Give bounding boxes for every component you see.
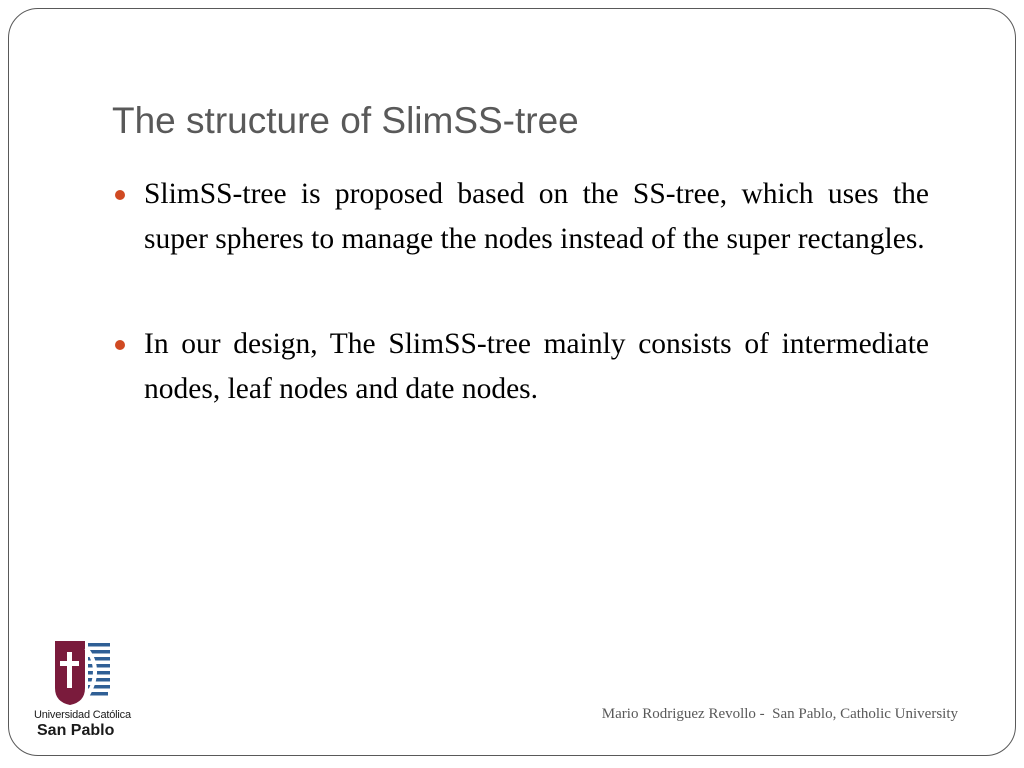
- university-logo: [30, 636, 140, 746]
- bullet-icon: [115, 190, 125, 200]
- bullet-item: [144, 172, 929, 262]
- bullet-item: [144, 322, 929, 412]
- logo-campus-line: San Pablo: [37, 722, 115, 739]
- bullet-icon: [115, 340, 125, 350]
- crest-icon: [54, 640, 114, 706]
- slide-footer: Mario Rodriguez Revollo - San Pablo, Catholic University: [601, 706, 958, 722]
- slide-title: The structure of SlimSS-tree: [112, 100, 579, 141]
- bullet-text: SlimSS-tree is proposed based on the SS-tree, which uses the super spheres to manage the nodes instead of the super rectangles.: [144, 178, 929, 255]
- bullet-text: In our design, The SlimSS-tree mainly consists of intermediate nodes, leaf nodes and date nodes.: [144, 328, 929, 405]
- logo-university-line: Universidad Católica: [34, 709, 131, 721]
- bullet-list: [144, 172, 929, 412]
